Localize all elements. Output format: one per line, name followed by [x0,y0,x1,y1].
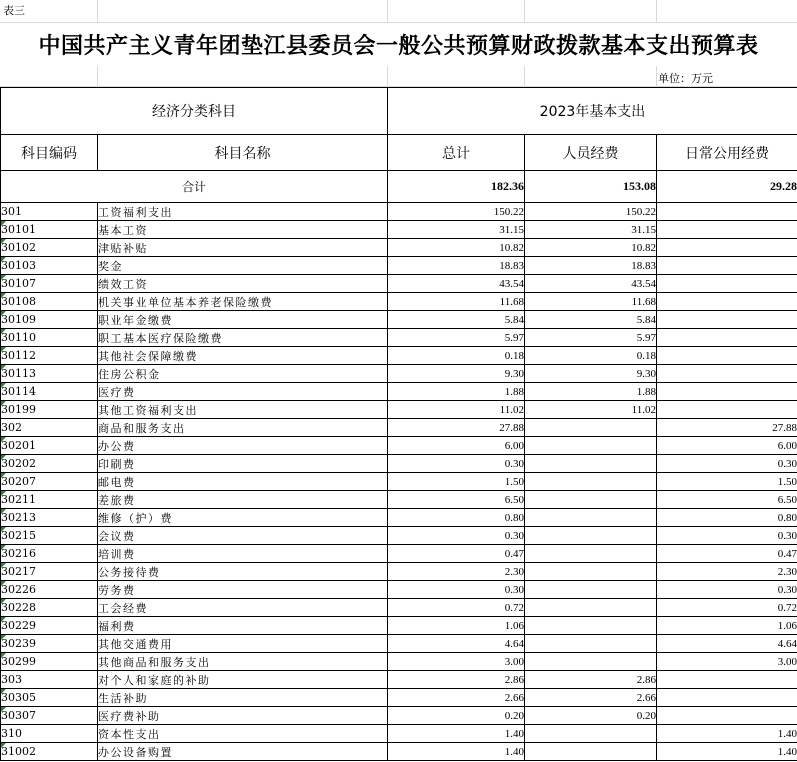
personnel-cell: 2.66 [525,689,657,707]
personnel-cell [525,545,657,563]
subject-name-cell: 机关事业单位基本养老保险缴费 [98,293,388,311]
subject-name-cell: 生活补助 [98,689,388,707]
public-expense-cell: 0.30 [657,527,797,545]
table-row [1,275,797,293]
total-cell: 5.84 [388,311,525,329]
table-row [1,365,797,383]
total-cell: 2.30 [388,563,525,581]
public-expense-cell [657,275,797,293]
subject-name-cell: 办公设备购置 [98,743,388,761]
total-cell: 10.82 [388,239,525,257]
total-cell: 3.00 [388,653,525,671]
personnel-cell: 1.88 [525,383,657,401]
subject-code-cell: 30305 [1,689,98,707]
personnel-cell: 11.02 [525,401,657,419]
subject-name-cell: 福利费 [98,617,388,635]
table-row [1,545,797,563]
subject-code-cell: 30199 [1,401,98,419]
public-expense-cell: 0.47 [657,545,797,563]
table-row [1,401,797,419]
subject-code-cell: 30228 [1,599,98,617]
personnel-cell: 9.30 [525,365,657,383]
public-expense-cell [657,671,797,689]
total-cell: 31.15 [388,221,525,239]
total-cell: 5.97 [388,329,525,347]
subject-code-cell: 30202 [1,455,98,473]
table-row [1,671,797,689]
public-expense-cell: 6.50 [657,491,797,509]
subject-code-cell: 30108 [1,293,98,311]
subject-name-cell: 培训费 [98,545,388,563]
personnel-cell: 31.15 [525,221,657,239]
public-expense-cell [657,257,797,275]
page-title: 中国共产主义青年团垫江县委员会一般公共预算财政拨款基本支出预算表 [38,34,759,59]
header-basic-expenditure: 2023年基本支出 [388,88,797,135]
table-row [1,599,797,617]
table-row [1,689,797,707]
total-cell: 1.40 [388,743,525,761]
header-total: 总计 [388,135,525,171]
subject-name-cell: 其他交通费用 [98,635,388,653]
subject-code-cell: 302 [1,419,98,437]
subject-name-cell: 维修（护）费 [98,509,388,527]
personnel-cell [525,599,657,617]
total-cell: 6.00 [388,437,525,455]
total-cell: 0.30 [388,581,525,599]
subject-code-cell: 310 [1,725,98,743]
total-cell: 4.64 [388,635,525,653]
personnel-cell [525,473,657,491]
total-cell: 18.83 [388,257,525,275]
total-personnel: 153.08 [525,171,657,203]
public-expense-cell [657,239,797,257]
table-row [1,617,797,635]
subject-name-cell: 会议费 [98,527,388,545]
header-public-expense: 日常公用经费 [657,135,797,171]
subject-name-cell: 基本工资 [98,221,388,239]
public-expense-cell: 4.64 [657,635,797,653]
subject-name-cell: 其他商品和服务支出 [98,653,388,671]
total-public-expense: 29.28 [657,171,797,203]
subject-code-cell: 30102 [1,239,98,257]
personnel-cell: 0.20 [525,707,657,725]
header-personnel: 人员经费 [525,135,657,171]
public-expense-cell: 0.72 [657,599,797,617]
total-cell: 43.54 [388,275,525,293]
personnel-cell: 2.86 [525,671,657,689]
subject-name-cell: 差旅费 [98,491,388,509]
personnel-cell [525,509,657,527]
total-cell: 0.72 [388,599,525,617]
subject-code-cell: 30103 [1,257,98,275]
subject-name-cell: 奖金 [98,257,388,275]
public-expense-cell: 0.30 [657,455,797,473]
total-label: 合计 [1,171,388,203]
subject-code-cell: 30114 [1,383,98,401]
table-row [1,239,797,257]
personnel-cell: 43.54 [525,275,657,293]
total-sum: 182.36 [388,171,525,203]
subject-code-cell: 30217 [1,563,98,581]
public-expense-cell [657,221,797,239]
table-number-label: 表三 [3,4,25,17]
total-cell: 0.20 [388,707,525,725]
subject-code-cell: 30109 [1,311,98,329]
total-cell: 1.40 [388,725,525,743]
public-expense-cell: 1.40 [657,725,797,743]
subject-name-cell: 邮电费 [98,473,388,491]
public-expense-cell [657,383,797,401]
personnel-cell: 5.97 [525,329,657,347]
personnel-cell: 18.83 [525,257,657,275]
subject-code-cell: 30110 [1,329,98,347]
subject-code-cell: 30112 [1,347,98,365]
header-subject-code: 科目编码 [1,135,98,171]
subject-name-cell: 印刷费 [98,455,388,473]
subject-name-cell: 职业年金缴费 [98,311,388,329]
public-expense-cell [657,329,797,347]
table-row [1,707,797,725]
personnel-cell [525,563,657,581]
public-expense-cell [657,707,797,725]
subject-name-cell: 劳务费 [98,581,388,599]
table-row [1,581,797,599]
subject-name-cell: 住房公积金 [98,365,388,383]
personnel-cell: 10.82 [525,239,657,257]
personnel-cell [525,581,657,599]
table-row [1,347,797,365]
total-cell: 2.66 [388,689,525,707]
personnel-cell: 11.68 [525,293,657,311]
unit-label: 单位：万元 [658,72,713,85]
public-expense-cell: 0.30 [657,581,797,599]
header-row-2 [1,135,797,171]
table-row [1,437,797,455]
total-cell: 0.80 [388,509,525,527]
personnel-cell [525,419,657,437]
personnel-cell [525,617,657,635]
personnel-cell [525,725,657,743]
subject-code-cell: 30215 [1,527,98,545]
table-row [1,329,797,347]
subject-code-cell: 30207 [1,473,98,491]
subject-code-cell: 303 [1,671,98,689]
personnel-cell [525,653,657,671]
public-expense-cell: 1.06 [657,617,797,635]
personnel-cell [525,743,657,761]
personnel-cell [525,455,657,473]
table-row [1,293,797,311]
subject-name-cell: 公务接待费 [98,563,388,581]
total-cell: 6.50 [388,491,525,509]
total-cell: 1.88 [388,383,525,401]
table-row [1,311,797,329]
table-row [1,527,797,545]
public-expense-cell [657,293,797,311]
subject-name-cell: 工资福利支出 [98,203,388,221]
subject-code-cell: 30113 [1,365,98,383]
public-expense-cell [657,401,797,419]
subject-code-cell: 30213 [1,509,98,527]
public-expense-cell: 2.30 [657,563,797,581]
personnel-cell: 5.84 [525,311,657,329]
table-row [1,725,797,743]
subject-code-cell: 30307 [1,707,98,725]
personnel-cell [525,635,657,653]
header-subject-name: 科目名称 [98,135,388,171]
subject-name-cell: 其他工资福利支出 [98,401,388,419]
total-cell: 11.68 [388,293,525,311]
subject-code-cell: 30299 [1,653,98,671]
subject-name-cell: 绩效工资 [98,275,388,293]
public-expense-cell: 1.40 [657,743,797,761]
subject-name-cell: 商品和服务支出 [98,419,388,437]
personnel-cell [525,491,657,509]
public-expense-cell [657,203,797,221]
total-cell: 11.02 [388,401,525,419]
subject-name-cell: 医疗费 [98,383,388,401]
public-expense-cell [657,689,797,707]
personnel-cell: 0.18 [525,347,657,365]
public-expense-cell: 6.00 [657,437,797,455]
table-row [1,203,797,221]
total-row [1,171,797,203]
table-row [1,257,797,275]
subject-name-cell: 其他社会保障缴费 [98,347,388,365]
subject-name-cell: 医疗费补助 [98,707,388,725]
header-economic-category: 经济分类科目 [1,88,388,135]
public-expense-cell [657,311,797,329]
public-expense-cell: 27.88 [657,419,797,437]
public-expense-cell [657,365,797,383]
public-expense-cell: 3.00 [657,653,797,671]
subject-code-cell: 30239 [1,635,98,653]
total-cell: 1.50 [388,473,525,491]
public-expense-cell: 0.80 [657,509,797,527]
header-row-1 [1,88,797,135]
table-row [1,509,797,527]
total-cell: 0.30 [388,527,525,545]
public-expense-cell: 1.50 [657,473,797,491]
subject-name-cell: 工会经费 [98,599,388,617]
subject-code-cell: 301 [1,203,98,221]
subject-code-cell: 30229 [1,617,98,635]
table-row [1,383,797,401]
subject-code-cell: 30101 [1,221,98,239]
total-cell: 0.18 [388,347,525,365]
total-cell: 2.86 [388,671,525,689]
subject-code-cell: 31002 [1,743,98,761]
budget-table [0,87,797,761]
subject-code-cell: 30226 [1,581,98,599]
subject-name-cell: 办公费 [98,437,388,455]
total-cell: 9.30 [388,365,525,383]
table-row [1,635,797,653]
table-row [1,455,797,473]
grid-row-1 [0,0,797,23]
personnel-cell: 150.22 [525,203,657,221]
table-row [1,491,797,509]
table-row [1,563,797,581]
subject-name-cell: 对个人和家庭的补助 [98,671,388,689]
personnel-cell [525,437,657,455]
total-cell: 150.22 [388,203,525,221]
total-cell: 1.06 [388,617,525,635]
total-cell: 27.88 [388,419,525,437]
table-row [1,419,797,437]
subject-name-cell: 资本性支出 [98,725,388,743]
table-row [1,473,797,491]
public-expense-cell [657,347,797,365]
subject-code-cell: 30201 [1,437,98,455]
table-row [1,221,797,239]
subject-code-cell: 30216 [1,545,98,563]
subject-code-cell: 30211 [1,491,98,509]
personnel-cell [525,527,657,545]
table-row [1,743,797,761]
subject-name-cell: 津贴补贴 [98,239,388,257]
table-row [1,653,797,671]
total-cell: 0.30 [388,455,525,473]
subject-code-cell: 30107 [1,275,98,293]
total-cell: 0.47 [388,545,525,563]
subject-name-cell: 职工基本医疗保险缴费 [98,329,388,347]
